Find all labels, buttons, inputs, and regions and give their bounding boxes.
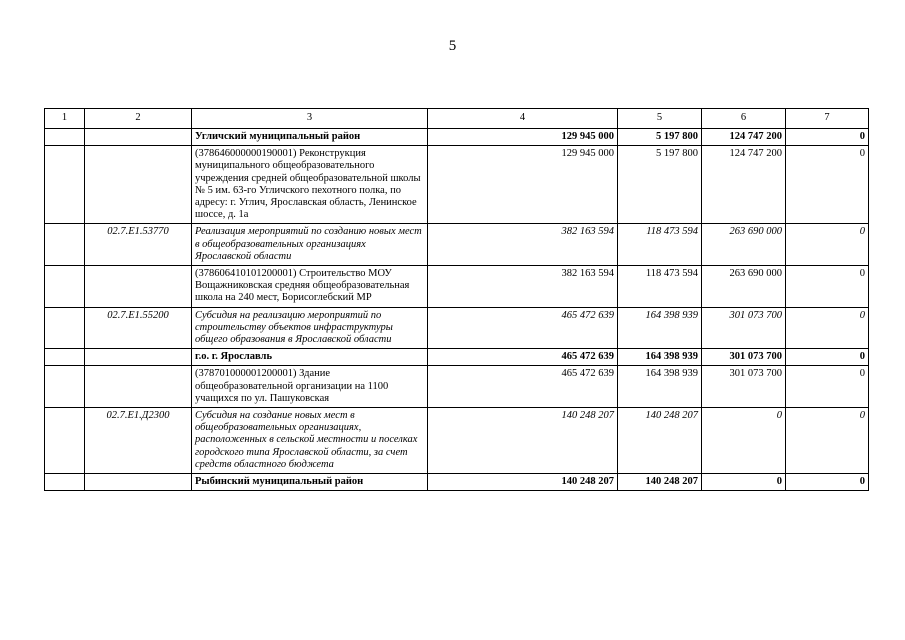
header-col-5: 5 — [618, 109, 702, 129]
amount-col5-cell: 118 473 594 — [618, 224, 702, 266]
budget-table — [44, 108, 869, 491]
amount-col6-cell: 263 690 000 — [702, 266, 786, 308]
header-col-2: 2 — [85, 109, 192, 129]
amount-total-cell: 129 945 000 — [428, 129, 618, 146]
amount-col6-cell: 301 073 700 — [702, 307, 786, 349]
name-cell: Угличский муниципальный район — [192, 129, 428, 146]
amount-col5-cell: 164 398 939 — [618, 349, 702, 366]
amount-col6-cell: 301 073 700 — [702, 349, 786, 366]
code-cell — [85, 129, 192, 146]
code-cell: 02.7.E1.Д2300 — [85, 408, 192, 474]
amount-col6-cell: 0 — [702, 408, 786, 474]
col1-cell — [45, 349, 85, 366]
name-cell: г.о. г. Ярославль — [192, 349, 428, 366]
name-cell: Рыбинский муниципальный район — [192, 474, 428, 491]
amount-total-cell: 465 472 639 — [428, 307, 618, 349]
amount-col7-cell: 0 — [786, 307, 869, 349]
amount-col7-cell: 0 — [786, 224, 869, 266]
amount-total-cell: 382 163 594 — [428, 266, 618, 308]
col1-cell — [45, 366, 85, 408]
code-cell: 02.7.E1.55200 — [85, 307, 192, 349]
amount-col6-cell: 124 747 200 — [702, 129, 786, 146]
table-row — [45, 474, 869, 491]
amount-total-cell: 140 248 207 — [428, 474, 618, 491]
amount-total-cell: 140 248 207 — [428, 408, 618, 474]
amount-col7-cell: 0 — [786, 266, 869, 308]
header-col-6: 6 — [702, 109, 786, 129]
amount-col7-cell: 0 — [786, 146, 869, 224]
col1-cell — [45, 224, 85, 266]
table-row — [45, 307, 869, 349]
code-cell — [85, 474, 192, 491]
table-row — [45, 146, 869, 224]
col1-cell — [45, 146, 85, 224]
amount-col5-cell: 118 473 594 — [618, 266, 702, 308]
header-col-4: 4 — [428, 109, 618, 129]
amount-col5-cell: 164 398 939 — [618, 366, 702, 408]
table-row — [45, 408, 869, 474]
code-cell — [85, 266, 192, 308]
amount-col6-cell: 0 — [702, 474, 786, 491]
name-cell: (378646000000190001) Реконструкция муниципального общеобразовательного учреждения средней общеобразовательной школы № 5 им. 63-го Угличского пехотного полка, по адресу: г. Углич, Ярославская область, Ленинское шоссе, д. 1а — [192, 146, 428, 224]
code-cell — [85, 146, 192, 224]
amount-col7-cell: 0 — [786, 474, 869, 491]
name-cell: (378606410101200001) Строительство МОУ Вощажниковская средняя общеобразовательная школа на 240 мест, Борисоглебский МР — [192, 266, 428, 308]
amount-total-cell: 129 945 000 — [428, 146, 618, 224]
amount-col7-cell: 0 — [786, 129, 869, 146]
header-col-1: 1 — [45, 109, 85, 129]
table-row — [45, 129, 869, 146]
header-col-3: 3 — [192, 109, 428, 129]
code-cell — [85, 349, 192, 366]
col1-cell — [45, 474, 85, 491]
table-row — [45, 366, 869, 408]
code-cell — [85, 366, 192, 408]
table-row — [45, 224, 869, 266]
amount-col5-cell: 5 197 800 — [618, 146, 702, 224]
amount-col5-cell: 140 248 207 — [618, 408, 702, 474]
col1-cell — [45, 408, 85, 474]
header-col-7: 7 — [786, 109, 869, 129]
amount-col6-cell: 301 073 700 — [702, 366, 786, 408]
amount-col7-cell: 0 — [786, 366, 869, 408]
amount-col6-cell: 124 747 200 — [702, 146, 786, 224]
col1-cell — [45, 266, 85, 308]
name-cell: Субсидия на реализацию мероприятий по строительству объектов инфраструктуры общего образования в Ярославской области — [192, 307, 428, 349]
amount-col5-cell: 164 398 939 — [618, 307, 702, 349]
col1-cell — [45, 307, 85, 349]
amount-total-cell: 382 163 594 — [428, 224, 618, 266]
amount-col5-cell: 5 197 800 — [618, 129, 702, 146]
table-row — [45, 266, 869, 308]
amount-total-cell: 465 472 639 — [428, 366, 618, 408]
table-header-row — [45, 109, 869, 129]
name-cell: Реализация мероприятий по созданию новых мест в общеобразовательных организациях Ярославской области — [192, 224, 428, 266]
name-cell: Субсидия на создание новых мест в общеобразовательных организациях, расположенных в сельской местности и поселках городского типа Ярославской области, за счет средств областного бюджета — [192, 408, 428, 474]
amount-total-cell: 465 472 639 — [428, 349, 618, 366]
name-cell: (378701000001200001) Здание общеобразовательной организации на 1100 учащихся по ул. Пашуковская — [192, 366, 428, 408]
code-cell: 02.7.E1.53770 — [85, 224, 192, 266]
amount-col7-cell: 0 — [786, 408, 869, 474]
table-row — [45, 349, 869, 366]
amount-col6-cell: 263 690 000 — [702, 224, 786, 266]
col1-cell — [45, 129, 85, 146]
page-number: 5 — [448, 38, 457, 54]
amount-col5-cell: 140 248 207 — [618, 474, 702, 491]
amount-col7-cell: 0 — [786, 349, 869, 366]
